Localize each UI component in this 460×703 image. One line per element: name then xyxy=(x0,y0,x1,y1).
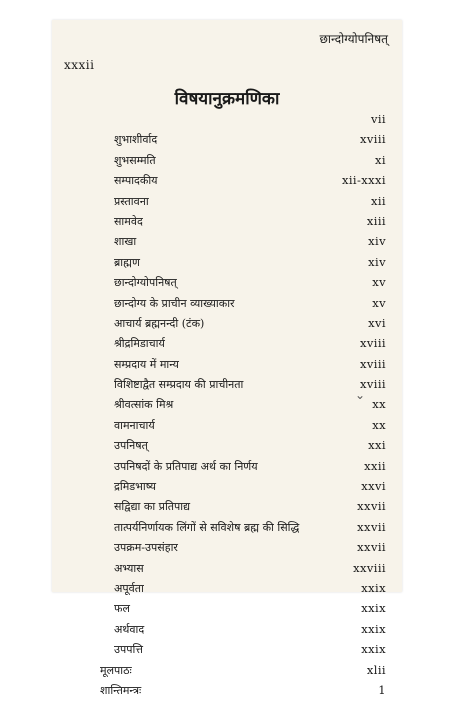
toc-entry-title: शाखा xyxy=(114,235,137,249)
running-header: छान्दोग्योपनिषत् xyxy=(319,32,388,46)
toc-entry-page: xviii xyxy=(359,356,386,371)
toc-entry-title: उपनिषत् xyxy=(114,439,148,453)
toc-entry-title: तात्पर्यनिर्णायक लिंगों से सविशेष ब्रह्म की सिद्धि xyxy=(114,520,300,534)
toc-entry-title: आचार्य ब्रह्मनन्दी (टंक) xyxy=(114,316,205,330)
toc-entry-page: xxvii xyxy=(357,499,386,514)
toc-entry xyxy=(114,377,386,397)
toc-entry-page: xiii xyxy=(366,213,386,228)
toc-entry-page: xi xyxy=(375,152,386,167)
toc-entry xyxy=(114,214,386,234)
toc-entry-page: 1 xyxy=(378,682,386,697)
toc-entry-title: छान्दोग्य के प्राचीन व्याख्याकार xyxy=(114,296,235,310)
toc-entry-page: xxix xyxy=(361,580,386,595)
table-of-contents xyxy=(100,112,386,703)
toc-entry xyxy=(114,296,386,316)
toc-entry-page: xviii xyxy=(359,377,386,392)
toc-entry-page: xlii xyxy=(366,662,386,677)
toc-entry-page: vii xyxy=(370,112,386,126)
toc-entry-title: प्रस्तावना xyxy=(114,194,149,208)
toc-entry xyxy=(114,642,386,662)
toc-entry-page: xx xyxy=(372,397,386,412)
toc-entry xyxy=(114,561,386,581)
toc-entry-page: xxii xyxy=(364,458,386,473)
toc-entry xyxy=(114,275,386,295)
toc-entry xyxy=(114,540,386,560)
toc-entry xyxy=(114,194,386,214)
toc-entry-page: xxvii xyxy=(357,519,386,534)
toc-entry-title: उपक्रम-उपसंहार xyxy=(114,541,178,555)
toc-entry-title: शुभसम्मति xyxy=(114,153,156,167)
margin-mark: ⌄ xyxy=(355,388,366,402)
toc-entry-title: मूलपाठः xyxy=(100,663,132,677)
toc-entry-title: उपपत्ति xyxy=(114,643,143,657)
toc-entry-title: अपूर्वता xyxy=(114,581,144,595)
page-title: विषयानुक्रमणिका xyxy=(174,89,280,109)
toc-entry-title: श्रीद्रमिडाचार्य xyxy=(114,337,165,351)
toc-entry-page: xxvi xyxy=(361,479,386,494)
toc-entry-page: xiv xyxy=(368,234,386,249)
toc-entry xyxy=(114,397,386,417)
toc-entry-title: श्रीवत्सांक मिश्र xyxy=(114,398,174,412)
toc-entry xyxy=(114,601,386,621)
toc-entry xyxy=(114,499,386,519)
toc-entry xyxy=(114,438,386,458)
toc-entry-title: अर्थवाद xyxy=(114,622,145,636)
toc-entry-page: xii xyxy=(370,193,386,208)
toc-entry-title: अभ्यास xyxy=(114,561,144,575)
toc-entry-title: छान्दोग्योपनिषत् xyxy=(114,276,177,290)
toc-entry xyxy=(114,459,386,479)
toc-entry-page: xvi xyxy=(368,315,386,330)
toc-entry-title: फल xyxy=(114,602,130,616)
toc-entry xyxy=(114,479,386,499)
toc-entry-title: विशिष्टाद्वैत सम्प्रदाय की प्राचीनता xyxy=(114,378,244,392)
toc-entry xyxy=(100,683,386,703)
toc-entry xyxy=(114,357,386,377)
toc-entry xyxy=(114,153,386,173)
toc-entry-page: xxviii xyxy=(353,560,386,575)
toc-entry xyxy=(114,418,386,438)
document-page xyxy=(52,20,402,697)
toc-entry-page: xviii xyxy=(359,336,386,351)
toc-entry xyxy=(114,255,386,275)
toc-entry-page: xxvii xyxy=(357,540,386,555)
toc-entry xyxy=(114,581,386,601)
toc-entry xyxy=(114,112,386,132)
toc-entry-page: xx xyxy=(372,417,386,432)
toc-entry-page: xii-xxxi xyxy=(341,173,386,188)
toc-entry xyxy=(114,234,386,254)
toc-entry-title: सामवेद xyxy=(114,214,143,228)
toc-entry-page: xv xyxy=(372,275,386,290)
toc-entry-title: शुभाशीर्वाद xyxy=(114,133,158,147)
toc-entry xyxy=(114,316,386,336)
page-number: xxxii xyxy=(64,58,95,72)
toc-entry-title: ब्राह्मण xyxy=(114,255,140,269)
toc-entry-page: xiv xyxy=(368,254,386,269)
toc-entry xyxy=(114,132,386,152)
toc-entry-page: xxix xyxy=(361,642,386,657)
toc-entry-page: xxix xyxy=(361,621,386,636)
toc-entry-title: सद्विद्या का प्रतिपाद्य xyxy=(114,500,191,514)
toc-entry-page: xviii xyxy=(359,132,386,147)
toc-entry-page: xxi xyxy=(368,438,386,453)
toc-entry-page: xxix xyxy=(361,601,386,616)
toc-entry-title: द्रमिडभाष्य xyxy=(114,480,157,494)
toc-entry-title: शान्तिमन्त्रः xyxy=(100,683,142,697)
toc-entry-title: सम्पादकीय xyxy=(114,174,158,188)
toc-entry-title: सम्प्रदाय में मान्य xyxy=(114,357,179,371)
toc-entry-title: उपनिषदों के प्रतिपाद्य अर्थ का निर्णय xyxy=(114,459,258,473)
toc-entry xyxy=(114,520,386,540)
toc-entry xyxy=(114,622,386,642)
toc-entry xyxy=(100,663,386,683)
toc-entry-page: xv xyxy=(372,295,386,310)
toc-entry xyxy=(114,336,386,356)
toc-entry-title: वामनाचार्य xyxy=(114,418,155,432)
toc-entry xyxy=(114,173,386,193)
